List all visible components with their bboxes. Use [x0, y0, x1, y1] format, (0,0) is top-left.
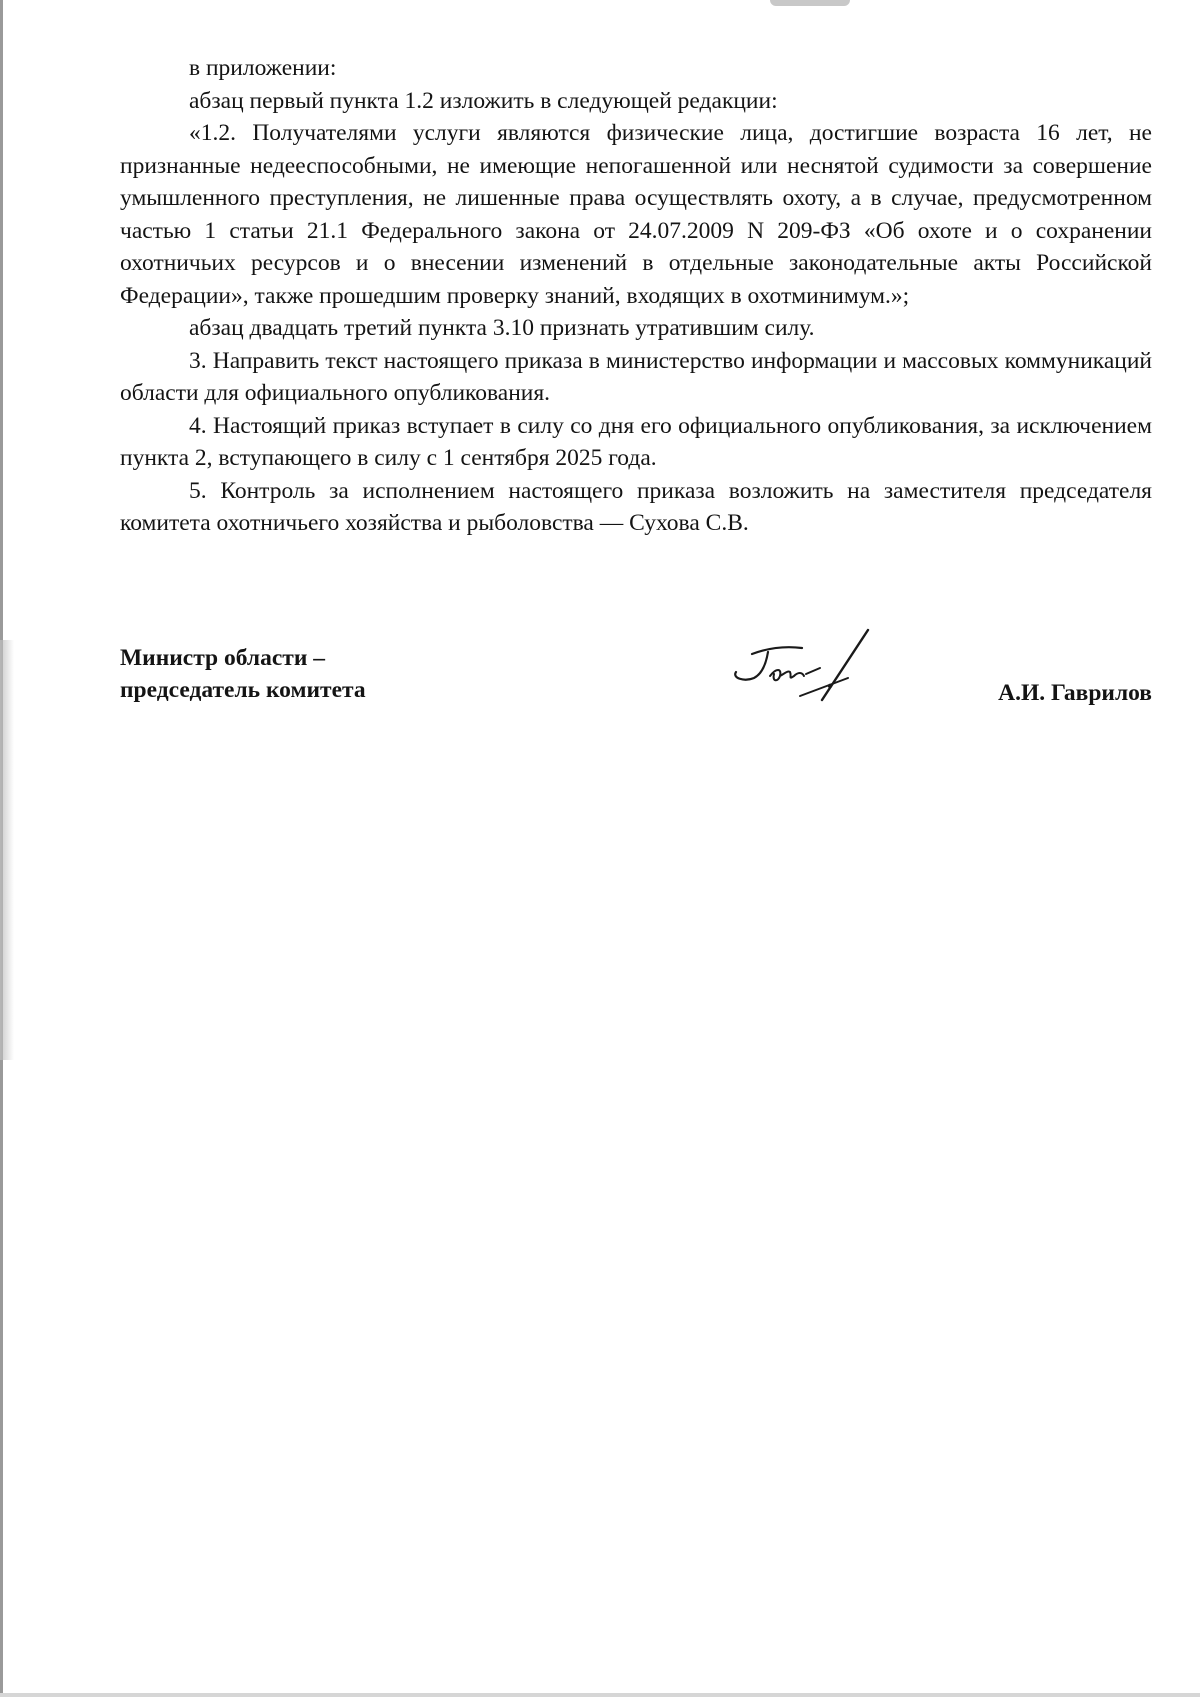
scan-top-mark	[770, 0, 850, 6]
signer-title-line-1: Министр области –	[120, 645, 325, 671]
scan-bottom-edge	[0, 1693, 1200, 1697]
handwritten-signature	[710, 626, 880, 726]
signer-name: А.И. Гаврилов	[998, 680, 1152, 706]
paragraph-item-3: 3. Направить текст настоящего приказа в министерство информации и массовых коммуникаций области для официального опубликования.	[120, 347, 1152, 406]
paragraph-amendment-instruction: абзац первый пункта 1.2 изложить в следующей редакции:	[189, 87, 778, 114]
paragraph-clause-1-2: «1.2. Получателями услуги являются физические лица, достигшие возраста 16 лет, не признанные недееспособными, не имеющие непогашенной или неснятой судимости за совершение умышленного преступления, не лишенные права осуществлять охоту, а в случае, предусмотренном частью 1 статьи 21.1 Федерального закона от 24.07.2009 N 209-ФЗ «Об охоте и о сохранении охотничьих ресурсов и о внесении изменений в отдельные законодательные акты Российской Федерации», также прошедшим проверку знаний, входящих в охотминимум.»;	[120, 120, 1152, 309]
paragraph-appendix-intro: в приложении:	[189, 55, 337, 81]
signer-title-line-2: председатель комитета	[120, 677, 366, 703]
paragraph-item-4: 4. Настоящий приказ вступает в силу со дня его официального опубликования, за исключением пункта 2, вступающего в силу с 1 сентября 2025 года.	[120, 412, 1152, 471]
paragraph-item-5: 5. Контроль за исполнением настоящего приказа возложить на заместителя председателя комитета охотничьего хозяйства и рыболовства — Сухова С.В.	[120, 477, 1152, 536]
scan-shadow	[0, 640, 14, 1060]
document-body	[120, 52, 1152, 540]
signature-block	[120, 626, 1152, 736]
paragraph-clause-3-10-repeal: абзац двадцать третий пункта 3.10 признать утратившим силу.	[189, 315, 815, 341]
signer-title	[120, 642, 366, 706]
